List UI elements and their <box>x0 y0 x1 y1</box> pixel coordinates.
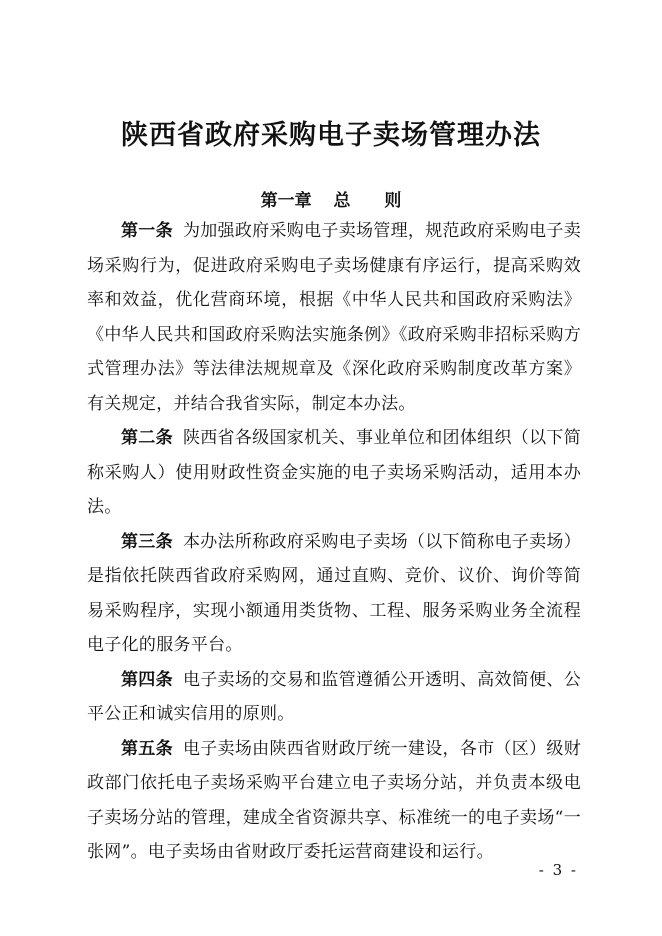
article-text: 电子卖场由陕西省财政厅统一建设，各市（区）级财政部门依托电子卖场采购平台建立电子卖场分站，并负责本级电子卖场分站的管理，建成全省资源共享、标准统一的电子卖场“一张网”。电子卖场由省财政厅委托运营商建设和运行。 <box>87 738 582 862</box>
chapter-heading <box>0 186 662 211</box>
chapter-name-2: 则 <box>384 191 402 211</box>
chapter-label: 第一章 <box>260 191 312 211</box>
article-number: 第五条 <box>121 738 173 759</box>
page-number: - 3 - <box>538 861 578 879</box>
article-number: 第二条 <box>121 428 173 448</box>
article-1 <box>87 214 581 421</box>
article-4 <box>87 663 581 732</box>
article-number: 第一条 <box>121 221 173 241</box>
document-title: 陕西省政府采购电子卖场管理办法 <box>121 120 541 151</box>
article-3 <box>87 525 581 663</box>
article-number: 第四条 <box>121 669 173 690</box>
article-text: 为加强政府采购电子卖场管理，规范政府采购电子卖场采购行为，促进政府采购电子卖场健康有序运行，提高采购效率和效益，优化营商环境，根据《中华人民共和国政府采购法》《中华人民共和国政府采购法实施条例》《政府采购非招标采购方式管理办法》等法律法规规章及《深化政府采购制度改革方案》有关规定，并结合我省实际，制定本办法。 <box>87 221 582 414</box>
article-number: 第三条 <box>121 531 173 552</box>
chapter-name-1: 总 <box>333 191 351 211</box>
document-body <box>87 214 581 870</box>
article-2 <box>87 421 581 525</box>
article-text: 电子卖场的交易和监管遵循公开透明、高效简便、公平公正和诚实信用的原则。 <box>87 669 582 724</box>
article-text: 陕西省各级国家机关、事业单位和团体组织（以下简称采购人）使用财政性资金实施的电子卖场采购活动，适用本办法。 <box>87 428 582 517</box>
article-text: 本办法所称政府采购电子卖场（以下简称电子卖场）是指依托陕西省政府采购网，通过直购、竞价、议价、询价等简易采购程序，实现小额通用类货物、工程、服务采购业务全流程电子化的服务平台。 <box>87 531 582 655</box>
article-5 <box>87 732 581 870</box>
